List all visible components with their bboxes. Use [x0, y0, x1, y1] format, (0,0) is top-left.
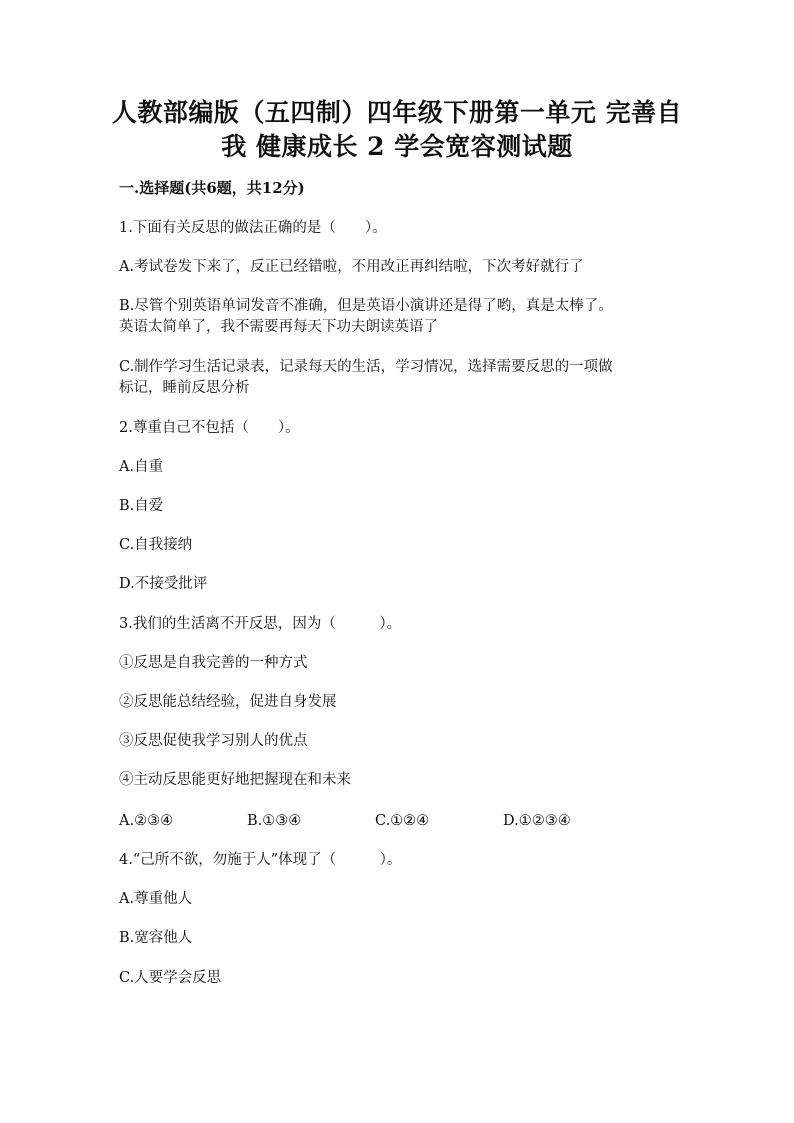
question-2-stem: 2.尊重自己不包括（ ）。 [119, 420, 300, 436]
question-1-option-c-line-2: 标记，睡前反思分析 [119, 380, 250, 396]
question-2-option-d: D.不接受批评 [119, 576, 208, 592]
question-2-option-b: B.自爱 [119, 498, 164, 514]
question-3-option-b: B.①③④ [247, 813, 302, 829]
question-3-option-c: C.①②④ [375, 813, 430, 829]
title-line-2: 我 健康成长 2 学会宽容测试题 [221, 132, 573, 161]
question-3-statement-3: ③反思促使我学习别人的优点 [119, 733, 308, 749]
question-3-option-a: A.②③④ [119, 813, 174, 829]
question-1-option-b-line-2: 英语太简单了，我不需要再每天下功夫朗读英语了 [119, 319, 438, 335]
question-3-statement-4: ④主动反思能更好地把握现在和未来 [119, 772, 351, 788]
question-1-option-b-line-1: B.尽管个别英语单词发音不准确，但是英语小演讲还是得了哟，真是太棒了。 [119, 298, 613, 314]
question-3-option-d: D.①②③④ [503, 813, 571, 829]
question-1-option-a: A.考试卷发下来了，反正已经错啦，不用改正再纠结啦，下次考好就行了 [119, 259, 584, 275]
question-2-option-a: A.自重 [119, 459, 164, 475]
question-4-option-b: B.宽容他人 [119, 930, 193, 946]
question-3-statement-1: ①反思是自我完善的一种方式 [119, 655, 308, 671]
question-1-stem: 1.下面有关反思的做法正确的是（ ）。 [119, 220, 387, 236]
question-4-option-a: A.尊重他人 [119, 891, 193, 907]
question-1-option-c-line-1: C.制作学习生活记录表，记录每天的生活，学习情况，选择需要反思的一项做 [119, 359, 613, 375]
question-3-statement-2: ②反思能总结经验，促进自身发展 [119, 694, 337, 710]
section-header-choice: 一.选择题(共6题，共12分) [119, 179, 305, 197]
question-3-stem: 3.我们的生活离不开反思，因为（ ）。 [119, 616, 402, 632]
page-title [100, 96, 694, 164]
question-4-option-c: C.人要学会反思 [119, 970, 222, 986]
title-line-1: 人教部编版（五四制）四年级下册第一单元 完善自 [111, 98, 683, 127]
question-3-options-row [119, 811, 679, 831]
question-4-stem: 4.“己所不欲，勿施于人”体现了（ ）。 [119, 852, 402, 868]
question-2-option-c: C.自我接纳 [119, 537, 193, 553]
